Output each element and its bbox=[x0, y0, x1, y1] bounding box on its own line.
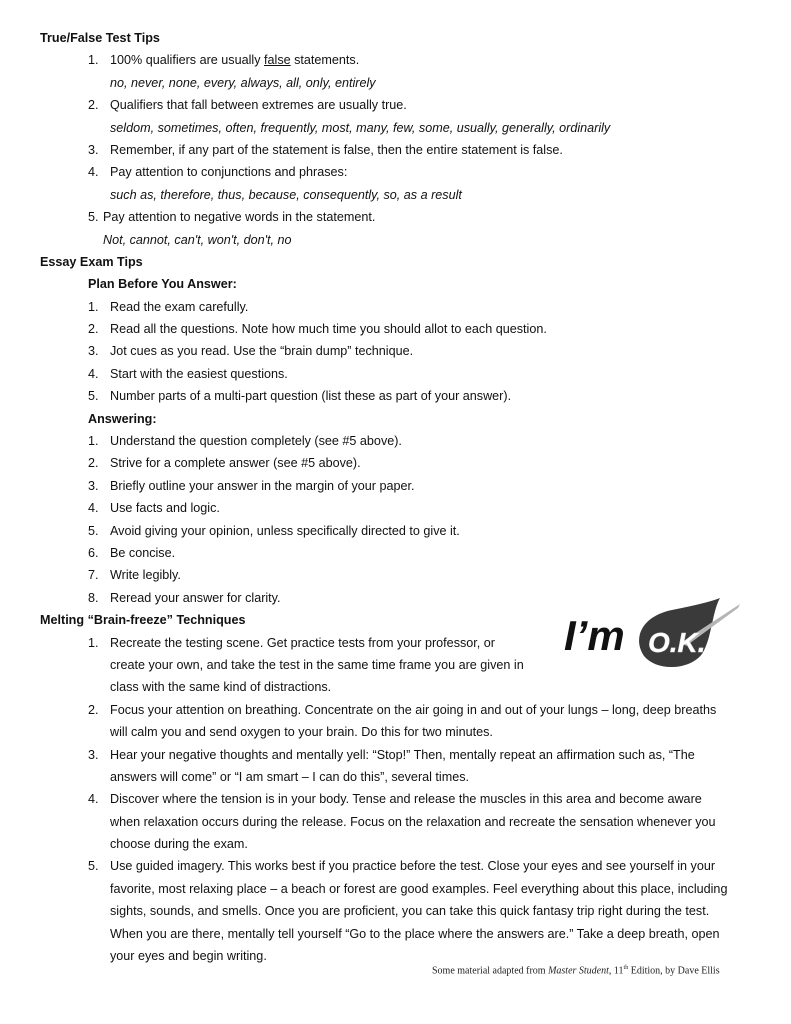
list-item-line bbox=[0, 206, 791, 228]
text-segment: 100% qualifiers are usually bbox=[110, 53, 265, 68]
list-number: 8. bbox=[88, 590, 99, 605]
list-item-text: answers will come” or “I am smart – I can do this”, several times. bbox=[110, 769, 470, 784]
list-item-text: Focus your attention on breathing. Concentrate on the air going in and out of your lungs – long, deep breaths bbox=[110, 702, 717, 717]
list-item-line bbox=[0, 542, 791, 564]
list-number: 1. bbox=[88, 434, 99, 449]
list-item-line bbox=[0, 363, 791, 385]
list-item-text: choose during the exam. bbox=[110, 837, 248, 852]
list-item-line bbox=[0, 161, 791, 183]
list-item-line bbox=[0, 855, 791, 877]
list-item-text: when relaxation occurs during the release. Focus on the relaxation and recreate the sensation whenever you bbox=[110, 814, 716, 829]
list-item-line bbox=[0, 94, 791, 116]
list-item-text: Recreate the testing scene. Get practice tests from your professor, or bbox=[110, 635, 495, 650]
list-item-text: Pay attention to conjunctions and phrases: bbox=[110, 165, 348, 180]
list-number: 2. bbox=[88, 322, 99, 337]
list-item-line bbox=[0, 72, 791, 94]
list-number: 2. bbox=[88, 98, 99, 113]
list-item-text: Avoid giving your opinion, unless specifically directed to give it. bbox=[110, 523, 460, 538]
list-number: 4. bbox=[88, 792, 99, 807]
list-item-text bbox=[110, 49, 359, 71]
list-number: 1. bbox=[88, 299, 99, 314]
text-segment: statements. bbox=[290, 53, 360, 68]
section-heading: Melting “Brain-freeze” Techniques bbox=[40, 613, 246, 628]
list-item-line bbox=[0, 520, 791, 542]
list-item-line bbox=[0, 564, 791, 586]
list-item-line bbox=[0, 676, 791, 698]
list-item-text: Number parts of a multi-part question (list these as part of your answer). bbox=[110, 389, 512, 404]
list-item-text: sights, sounds, and smells. Once you are proficient, you can take this quick fantasy trip right during the test. bbox=[110, 904, 710, 919]
list-item-text: Pay attention to negative words in the statement. bbox=[103, 210, 376, 225]
list-item-text: Briefly outline your answer in the margin of your paper. bbox=[110, 478, 415, 493]
list-item-line bbox=[0, 811, 791, 833]
list-item-line bbox=[0, 788, 791, 810]
list-number: 4. bbox=[88, 165, 99, 180]
list-item-text: Start with the easiest questions. bbox=[110, 366, 288, 381]
example-words: no, never, none, every, always, all, only, entirely bbox=[110, 75, 376, 90]
list-number: 5. bbox=[88, 389, 99, 404]
list-item-line bbox=[0, 139, 791, 161]
list-number: 3. bbox=[88, 344, 99, 359]
footer-book-title: Master Student bbox=[548, 965, 609, 977]
list-item-text: Understand the question completely (see #5 above). bbox=[110, 434, 402, 449]
list-item-line bbox=[0, 699, 791, 721]
list-item-line bbox=[0, 452, 791, 474]
logo-ok-text: O.K. bbox=[648, 627, 706, 658]
list-item-line bbox=[0, 878, 791, 900]
list-item-text: Use guided imagery. This works best if you practice before the test. Close your eyes and see yourself in your bbox=[110, 859, 716, 874]
list-item-text: Be concise. bbox=[110, 545, 176, 560]
list-number: 3. bbox=[88, 142, 99, 157]
list-number: 4. bbox=[88, 501, 99, 516]
subsection-heading: Answering: bbox=[88, 411, 157, 426]
list-number: 2. bbox=[88, 456, 99, 471]
list-item-line bbox=[0, 49, 791, 71]
subsection-heading: Plan Before You Answer: bbox=[88, 277, 237, 292]
section-heading: True/False Test Tips bbox=[40, 31, 160, 45]
list-item-text: class with the same kind of distractions. bbox=[110, 680, 332, 695]
list-item-line bbox=[0, 744, 791, 766]
list-item-text: Use facts and logic. bbox=[110, 501, 220, 516]
list-item-line bbox=[0, 475, 791, 497]
list-number: 5. bbox=[88, 859, 99, 874]
example-words: Not, cannot, can't, won't, don't, no bbox=[103, 232, 292, 247]
list-number: 3. bbox=[88, 747, 99, 762]
list-item-text: will calm you and send oxygen to your brain. Do this for two minutes. bbox=[110, 725, 493, 740]
logo-im-text: I’m bbox=[564, 612, 625, 659]
list-item-text: create your own, and take the test in the same time frame you are given in bbox=[110, 657, 524, 672]
list-item-line bbox=[0, 430, 791, 452]
example-words: seldom, sometimes, often, frequently, most, many, few, some, usually, generally, ordinarily bbox=[110, 120, 611, 135]
footer-edition: 11 bbox=[613, 965, 624, 977]
list-item-line bbox=[0, 296, 791, 318]
im-ok-logo bbox=[562, 598, 742, 670]
list-item-text: Write legibly. bbox=[110, 568, 181, 583]
list-item-line bbox=[0, 900, 791, 922]
list-item-text: Qualifiers that fall between extremes are usually true. bbox=[110, 98, 407, 113]
list-item-line bbox=[0, 229, 791, 251]
list-item-line bbox=[0, 923, 791, 945]
list-number: 1. bbox=[88, 53, 99, 68]
footer-credit: Some material adapted from Master Student, 11th Edition, by Dave Ellis bbox=[432, 965, 720, 977]
list-item-line bbox=[0, 184, 791, 206]
underlined-word: false bbox=[264, 53, 291, 68]
footer-edition-sup: th bbox=[623, 965, 629, 971]
list-item-line bbox=[0, 340, 791, 362]
list-item-line bbox=[0, 497, 791, 519]
list-item-text: Discover where the tension is in your body. Tense and release the muscles in this area and become aware bbox=[110, 792, 702, 807]
list-item-line bbox=[0, 833, 791, 855]
list-item-text: Jot cues as you read. Use the “brain dump” technique. bbox=[110, 344, 414, 359]
list-number: 5. bbox=[88, 523, 99, 538]
list-item-text: your eyes and begin writing. bbox=[110, 949, 267, 964]
list-item-text: favorite, most relaxing place – a beach or forest are good examples. Feel everything about this place, including bbox=[110, 881, 728, 896]
list-number: 5. bbox=[88, 210, 99, 225]
list-item-line bbox=[0, 385, 791, 407]
example-words: such as, therefore, thus, because, consequently, so, as a result bbox=[110, 187, 462, 202]
list-number: 6. bbox=[88, 545, 99, 560]
list-item-text: Hear your negative thoughts and mentally yell: “Stop!” Then, mentally repeat an affirmation such as, “The bbox=[110, 747, 695, 762]
footer-suffix: Edition, by Dave Ellis bbox=[628, 965, 720, 977]
list-item-line bbox=[0, 721, 791, 743]
list-item-text: When you are there, mentally tell yourself “Go to the place where the answers are.” Take a deep breath, open bbox=[110, 926, 720, 941]
list-number: 2. bbox=[88, 702, 99, 717]
list-number: 7. bbox=[88, 568, 99, 583]
list-number: 3. bbox=[88, 478, 99, 493]
document-body bbox=[0, 27, 791, 967]
list-item-text: Read the exam carefully. bbox=[110, 299, 249, 314]
list-item-line bbox=[0, 766, 791, 788]
footer-prefix: Some material adapted from bbox=[432, 965, 549, 977]
list-item-text: Reread your answer for clarity. bbox=[110, 590, 281, 605]
list-item-text: Strive for a complete answer (see #5 above). bbox=[110, 456, 361, 471]
list-item-text: Read all the questions. Note how much time you should allot to each question. bbox=[110, 322, 547, 337]
section-heading: Essay Exam Tips bbox=[40, 254, 143, 269]
list-number: 4. bbox=[88, 366, 99, 381]
list-item-line bbox=[0, 318, 791, 340]
list-item-line bbox=[0, 117, 791, 139]
list-item-text: Remember, if any part of the statement is false, then the entire statement is false. bbox=[110, 142, 563, 157]
list-number: 1. bbox=[88, 635, 99, 650]
